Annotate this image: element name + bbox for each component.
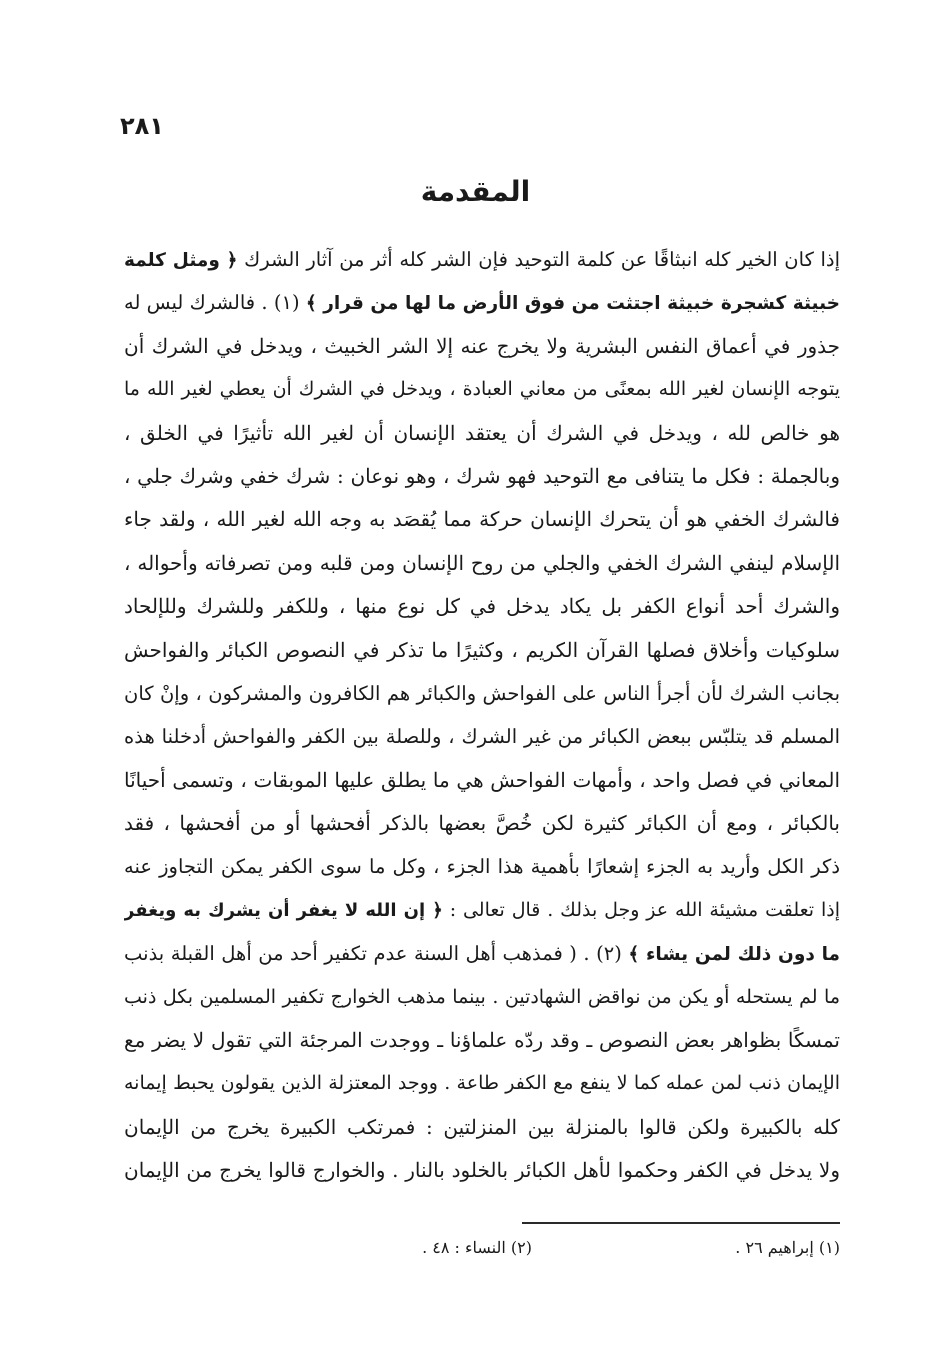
line-text: المسلم قد يتلبّس ببعض الكبائر من غير الشرك ، وللصلة بين الكفر والفواحش أدخلنا هذه xyxy=(124,725,840,749)
body-text xyxy=(124,238,840,1193)
line-text: إذا تعلقت مشيئة الله عز وجل بذلك . قال تعالى : xyxy=(442,898,840,921)
text-line xyxy=(124,1106,840,1149)
line-text: بالكبائر ، ومع أن الكبائر كثيرة لكن خُصَّ بعضها بالذكر أفحشها أو من أفحشها ، فقد xyxy=(124,811,840,836)
line-text: هو خالص لله ، ويدخل في الشرك أن يعتقد الإنسان أن لغير الله تأثيرًا في الخلق ، xyxy=(124,420,840,445)
line-text: سلوكيات وأخلاق فصلها القرآن الكريم ، وكثيرًا ما تذكر في النصوص الكبائر والفواحش xyxy=(124,637,840,662)
line-text: (٢) . ( فمذهب أهل السنة عدم تكفير أحد من أهل القبلة بذنب xyxy=(124,942,629,966)
line-text: تمسكًا بظواهر بعض النصوص ـ وقد ردّه علماؤنا ـ ووجدت المرجئة التي تقول لا يضر مع xyxy=(124,1028,840,1053)
text-line xyxy=(124,238,840,281)
text-line xyxy=(124,281,840,324)
text-line xyxy=(124,845,840,888)
line-text: ولا يدخل في الكفر وحكموا لأهل الكبائر بالخلود بالنار . والخوارج قالوا يخرج من الإيمان xyxy=(124,1158,840,1183)
text-line xyxy=(124,976,840,1019)
quran-verse-text: ما دون ذلك لمن يشاء ﴾ xyxy=(628,944,840,966)
text-line xyxy=(124,802,840,845)
footnote-separator xyxy=(522,1222,840,1224)
text-line xyxy=(124,412,840,455)
text-line xyxy=(124,542,840,585)
line-text: ذكر الكل وأريد به الجزء إشعارًا بأهمية هذا الجزء ، وكل ما سوى الكفر يمكن التجاوز عنه xyxy=(124,855,840,879)
line-text: وبالجملة : فكل ما يتنافى مع التوحيد فهو شرك ، وهو نوعان : شرك خفي وشرك جلي ، xyxy=(124,463,840,488)
line-text: الإسلام لينفي الشرك الخفي والجلي من روح الإنسان ومن قلبه ومن تصرفاته وأحواله ، xyxy=(124,550,840,575)
line-text: (١) . فالشرك ليس له xyxy=(124,291,306,315)
line-text: كله بالكبيرة ولكن قالوا بالمنزلة بين المنزلتين : فمرتكب الكبيرة يخرج من الإيمان xyxy=(124,1114,840,1139)
line-text: الإيمان ذنب لمن عمله كما لا ينفع مع الكفر طاعة . ووجد المعتزلة الذين يقولون يحبط إيمانه xyxy=(124,1072,840,1095)
page-title: المقدمة xyxy=(420,175,531,208)
line-text: والشرك أحد أنواع الكفر بل يكاد يدخل في كل نوع منها ، وللكفر وللشرك وللإلحاد xyxy=(124,594,840,619)
text-line xyxy=(124,672,840,715)
text-line xyxy=(124,889,840,932)
line-text: المعاني في فصل واحد ، وأمهات الفواحش هي ما يطلق عليها الموبقات ، وتسمى أحيانًا xyxy=(124,767,840,792)
line-text: يتوجه الإنسان لغير الله بمعنًى من معاني العبادة ، ويدخل في الشرك أن يعطي لغير الله ما xyxy=(124,378,840,401)
footnote-1: (١) إبراهيم ٢٦ . xyxy=(735,1238,840,1257)
text-line xyxy=(124,1149,840,1192)
page-number: ٢٨١ xyxy=(120,112,164,140)
line-text: ما لم يستحله أو يكن من نواقض الشهادتين . بينما مذهب الخوارج تكفير المسلمين بكل ذنب xyxy=(124,985,840,1008)
text-line xyxy=(124,455,840,498)
line-text: إذا كان الخير كله انبثاقًا عن كلمة التوحيد فإن الشر كله أثر من آثار الشرك xyxy=(237,248,840,271)
quran-verse-text: خبيثة كشجرة خبيثة اجتثت من فوق الأرض ما لها من قرار ﴾ xyxy=(305,293,840,315)
footnotes xyxy=(124,1238,840,1268)
text-line xyxy=(124,932,840,975)
line-text: جذور في أعماق النفس البشرية ولا يخرج عنه إلا الشر الخبيث ، ويدخل في الشرك أن xyxy=(124,333,840,358)
text-line xyxy=(124,1019,840,1062)
footnote-2: (٢) النساء : ٤٨ . xyxy=(422,1238,532,1257)
text-line xyxy=(124,585,840,628)
text-line xyxy=(124,368,840,411)
quran-verse-text: ﴿ ومثل كلمة xyxy=(124,250,238,271)
line-text: بجانب الشرك لأن أجرأ الناس على الفواحش والكبائر هم الكافرون والمشركون ، وإنْ كان xyxy=(124,681,840,705)
text-line xyxy=(124,715,840,758)
text-line xyxy=(124,759,840,802)
quran-verse-text: ﴿ إن الله لا يغفر أن يشرك به ويغفر xyxy=(124,899,443,921)
line-text: فالشرك الخفي هو أن يتحرك الإنسان حركة مما يُقصَد به وجه الله لغير الله ، ولقد جاء xyxy=(124,507,840,532)
text-line xyxy=(124,629,840,672)
text-line xyxy=(124,1062,840,1105)
text-line xyxy=(124,325,840,368)
text-line xyxy=(124,498,840,541)
